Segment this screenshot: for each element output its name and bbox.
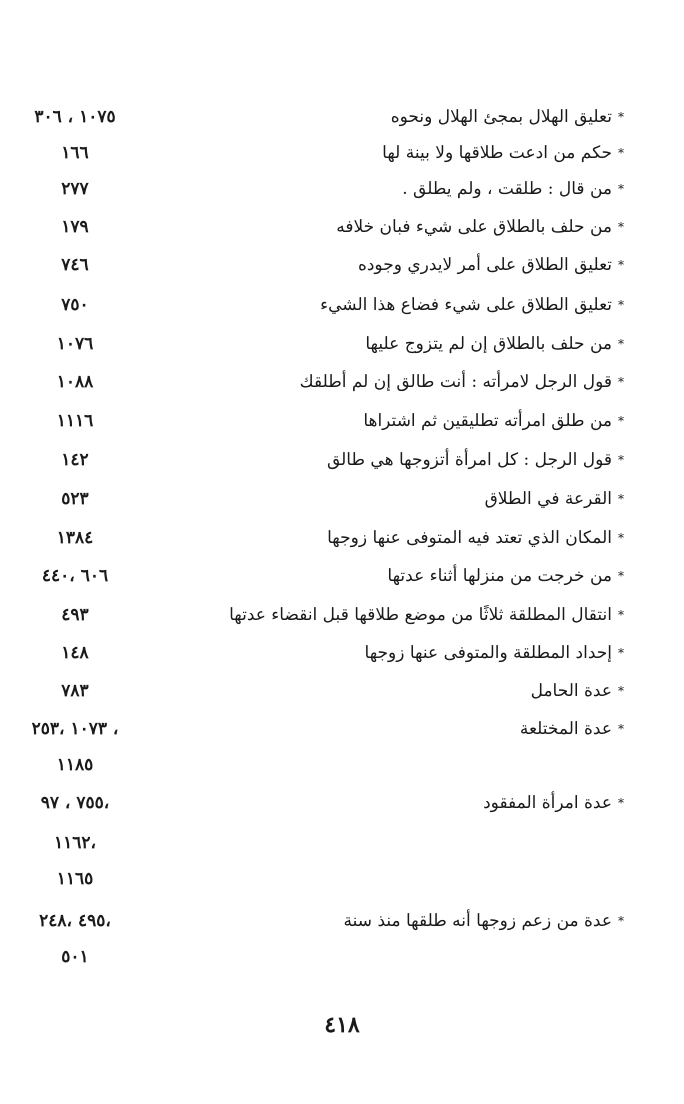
entry-page-refs: ١١٨٥ <box>56 755 94 775</box>
bullet-star-icon: * <box>618 258 624 272</box>
bullet-star-icon: * <box>618 796 624 810</box>
bullet-star-icon: * <box>618 531 624 545</box>
entry-title <box>391 100 624 134</box>
entry-title <box>387 559 624 593</box>
bullet-star-icon: * <box>618 684 624 698</box>
entry-title <box>382 136 624 170</box>
entry-title <box>327 443 624 477</box>
index-entry <box>0 598 684 632</box>
entry-text: من حلف بالطلاق على شيء فبان خلافه <box>336 217 612 237</box>
entry-page-refs: ، ١٠٧٣ ،٢٥٣ <box>31 719 119 739</box>
entry-text: تعليق الطلاق على أمر لايدري وجوده <box>357 255 612 275</box>
entry-page-refs: ٤٩٣ <box>61 605 89 625</box>
entry-text: من حلف بالطلاق إن لم يتزوج عليها <box>365 334 612 354</box>
entry-page-refs: ١١٦٥ <box>56 869 94 889</box>
bullet-star-icon: * <box>618 220 624 234</box>
entry-page-refs: ٧٤٦ <box>61 255 89 275</box>
bullet-star-icon: * <box>618 914 624 928</box>
entry-page-refs: ٧٨٣ <box>61 681 89 701</box>
index-entry <box>0 636 684 670</box>
index-entry <box>0 404 684 438</box>
entry-page-refs: ١٦٦ <box>61 143 89 163</box>
bullet-star-icon: * <box>618 337 624 351</box>
entry-page-refs: ،٤٩٥ ،٢٤٨ <box>39 911 111 931</box>
entry-page-refs: ١٧٩ <box>61 217 89 237</box>
bullet-star-icon: * <box>618 722 624 736</box>
entry-page-refs: ١٠٧٦ <box>56 334 94 354</box>
index-entry <box>0 136 684 170</box>
bullet-star-icon: * <box>618 608 624 622</box>
entry-page-refs: ،١١٦٢ <box>53 833 97 853</box>
entry-title <box>320 288 624 322</box>
index-entry <box>0 365 684 399</box>
index-entry <box>0 521 684 555</box>
bullet-star-icon: * <box>618 182 624 196</box>
entry-page-refs: ١٠٧٥ ، ٣٠٦ <box>34 107 116 127</box>
entry-title <box>483 786 624 820</box>
entry-title <box>520 712 624 746</box>
entry-text: من قال : طلقت ، ولم يطلق . <box>402 179 612 199</box>
index-entry <box>0 674 684 708</box>
entry-page-refs: ٦٠٦ ،٤٤٠ <box>41 566 109 586</box>
bullet-star-icon: * <box>618 414 624 428</box>
entry-page-refs: ٧٥٠ <box>61 295 89 315</box>
entry-text: عدة امرأة المفقود <box>483 793 612 813</box>
entry-title <box>300 365 624 399</box>
index-entry <box>0 100 684 134</box>
entry-text: عدة المختلعة <box>519 719 612 739</box>
entry-page-refs: ،٧٥٥ ، ٩٧ <box>40 793 110 813</box>
index-entry <box>0 248 684 282</box>
page-number: ٤١٨ <box>324 1012 360 1038</box>
entry-title <box>229 598 624 632</box>
entry-page-refs: ١١١٦ <box>56 411 94 431</box>
entry-title <box>485 482 624 516</box>
entry-text: المكان الذي تعتد فيه المتوفى عنها زوجها <box>327 528 612 548</box>
entry-page-refs: ٢٧٧ <box>61 179 89 199</box>
bullet-star-icon: * <box>618 298 624 312</box>
bullet-star-icon: * <box>618 375 624 389</box>
entry-title <box>365 636 624 670</box>
index-entry <box>0 327 684 361</box>
index-entry <box>0 482 684 516</box>
entry-text: انتقال المطلقة ثلاثًا من موضع طلاقها قبل انقضاء عدتها <box>229 605 612 625</box>
entry-text: تعليق الطلاق على شيء فضاع هذا الشيء <box>320 295 612 315</box>
index-entry <box>0 443 684 477</box>
entry-title <box>344 904 624 938</box>
entry-title <box>358 248 624 282</box>
index-entry <box>0 559 684 593</box>
entry-text: تعليق الهلال بمجئ الهلال ونحوه <box>390 107 612 127</box>
index-entry <box>0 826 684 860</box>
entry-title <box>336 210 624 244</box>
bullet-star-icon: * <box>618 453 624 467</box>
index-entry <box>0 210 684 244</box>
index-entry <box>0 904 684 938</box>
entry-title <box>327 521 624 555</box>
entry-text: حكم من ادعت طلاقها ولا بينة لها <box>382 143 612 163</box>
index-entry <box>0 748 684 782</box>
index-entry <box>0 786 684 820</box>
entry-page-refs: ١٤٢ <box>61 450 89 470</box>
entry-title <box>363 404 624 438</box>
entry-text: من خرجت من منزلها أثناء عدتها <box>387 566 612 586</box>
index-entry <box>0 172 684 206</box>
bullet-star-icon: * <box>618 492 624 506</box>
bullet-star-icon: * <box>618 146 624 160</box>
entry-text: إحداد المطلقة والمتوفى عنها زوجها <box>364 643 612 663</box>
entry-text: عدة الحامل <box>530 681 612 701</box>
entry-page-refs: ١٣٨٤ <box>56 528 94 548</box>
entry-text: عدة من زعم زوجها أنه طلقها منذ سنة <box>343 911 612 931</box>
entry-title <box>365 327 624 361</box>
entry-page-refs: ٥٢٣ <box>61 489 89 509</box>
bullet-star-icon: * <box>618 110 624 124</box>
entry-text: من طلق امرأته تطليقين ثم اشتراها <box>363 411 612 431</box>
entry-page-refs: ١٠٨٨ <box>56 372 94 392</box>
bullet-star-icon: * <box>618 569 624 583</box>
index-entry <box>0 288 684 322</box>
index-entry <box>0 862 684 896</box>
bullet-star-icon: * <box>618 646 624 660</box>
entry-title <box>402 172 624 206</box>
index-entry <box>0 940 684 974</box>
entry-text: قول الرجل : كل امرأة أتزوجها هي طالق <box>326 450 612 470</box>
entry-text: قول الرجل لامرأته : أنت طالق إن لم أطلقك <box>299 372 612 392</box>
entry-title <box>531 674 624 708</box>
entry-page-refs: ٥٠١ <box>61 947 89 967</box>
index-entry <box>0 712 684 746</box>
entry-page-refs: ١٤٨ <box>61 643 89 663</box>
entry-text: القرعة في الطلاق <box>484 489 612 509</box>
